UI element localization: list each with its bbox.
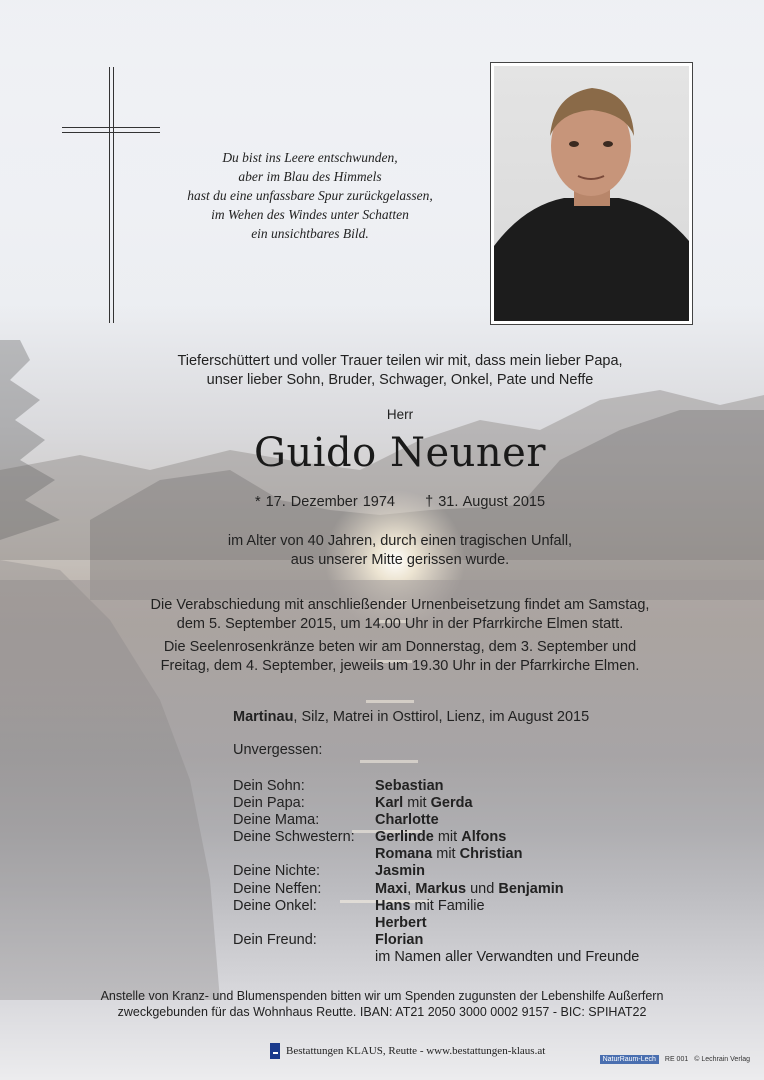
relative-names [375, 795, 473, 812]
cross-icon-horizontal [62, 127, 160, 133]
family-row [233, 949, 639, 966]
intro-line: unser lieber Sohn, Bruder, Schwager, Onkel, Pate und Neffe [206, 372, 594, 388]
relative-names [375, 829, 506, 846]
place-bold: Martinau [233, 709, 294, 725]
relative-name: Gerda [430, 795, 473, 812]
relative-name: Herbert [375, 914, 427, 931]
relation-label [233, 915, 375, 932]
name-connector: , [407, 880, 416, 897]
family-row [233, 898, 639, 915]
place-date [233, 709, 589, 725]
announcement-intro [100, 352, 700, 390]
relative-names [375, 778, 444, 795]
family-row [233, 863, 639, 880]
name-connector: mit [403, 795, 431, 812]
donation-line: Anstelle von Kranz- und Blumenspenden bitten wir um Spenden zugunsten der Lebenshilfe Außerfern [100, 989, 664, 1003]
place-rest: , Silz, Matrei in Osttirol, Lienz, im August 2015 [293, 709, 590, 725]
relation-label: Deine Nichte: [233, 863, 321, 880]
rosary-line: Freitag, dem 4. September, jeweils um 19.30 Uhr in der Pfarrkirche Elmen. [160, 658, 640, 674]
relation-label: Deine Onkel: [233, 897, 317, 914]
relative-name: Maxi [375, 880, 408, 897]
relative-names [375, 915, 427, 932]
relative-names [375, 846, 522, 863]
relation-label [233, 949, 375, 966]
relative-name: Sebastian [375, 778, 444, 794]
rosary-line: Die Seelenrosenkränze beten wir am Donnerstag, dem 3. September und [163, 639, 637, 655]
deceased-name: Guido Neuner [254, 430, 546, 476]
name-connector: und [466, 880, 499, 897]
poem [170, 148, 450, 243]
relation-label: Dein Sohn: [233, 778, 305, 794]
donation-line: zweckgebunden für das Wohnhaus Reutte. IBAN: AT21 2050 3000 0002 9157 - BIC: SPIHAT22 [117, 1005, 647, 1019]
farewell-line: dem 5. September 2015, um 14.00 Uhr in der Pfarrkirche Elmen statt. [176, 616, 624, 632]
relative-name: Christian [459, 846, 523, 863]
age-text [150, 532, 650, 570]
name-connector: im Namen aller Verwandten und Freunde [375, 948, 640, 965]
relative-name: Florian [375, 931, 424, 948]
poem-line: aber im Blau des Himmels [238, 169, 382, 184]
imprint-tag: NaturRaum-Lech [600, 1055, 659, 1064]
imprint [600, 1055, 750, 1064]
relative-names [375, 881, 564, 898]
relative-name: Hans [375, 897, 411, 914]
relation-label: Deine Schwestern: [233, 829, 355, 846]
relative-name: Gerlinde [375, 829, 434, 846]
life-dates [200, 494, 600, 510]
relative-names [375, 898, 485, 915]
family-row [233, 795, 639, 812]
relative-names [375, 863, 425, 880]
birth-date: * 17. Dezember 1974 [254, 494, 395, 510]
relation-label [233, 846, 375, 863]
relative-name: Charlotte [375, 812, 439, 829]
salutation: Herr [386, 407, 414, 422]
family-row [233, 812, 639, 829]
portrait-photo [494, 66, 689, 321]
farewell-text [100, 596, 700, 634]
poem-line: hast du eine unfassbare Spur zurückgelassen, [187, 188, 433, 203]
death-date: † 31. August 2015 [425, 494, 546, 510]
poem-line: Du bist ins Leere entschwunden, [222, 150, 398, 165]
relative-name: Karl [375, 795, 404, 812]
name-connector: mit Familie [410, 897, 485, 914]
relative-names [375, 812, 439, 829]
intro-line: Tieferschüttert und voller Trauer teilen wir mit, dass mein lieber Papa, [177, 353, 623, 369]
family-list [233, 778, 639, 966]
imprint-code: RE 001 [664, 1056, 689, 1063]
family-row [233, 932, 639, 949]
name-connector: mit [432, 846, 460, 863]
relative-name: Jasmin [375, 863, 425, 880]
family-row [233, 778, 639, 795]
farewell-line: Die Verabschiedung mit anschließender Urnenbeisetzung findet am Samstag, [150, 597, 650, 613]
family-row [233, 846, 639, 863]
relative-name: Romana [375, 846, 433, 863]
imprint-publisher: © Lechrain Verlag [694, 1056, 750, 1063]
age-line: aus unserer Mitte gerissen wurde. [290, 552, 510, 568]
relative-names [375, 949, 639, 966]
relation-label: Dein Freund: [233, 931, 317, 948]
name-connector: mit [433, 829, 462, 846]
funeral-home-logo-icon [270, 1043, 280, 1059]
donation-note [60, 988, 704, 1020]
poem-line: im Wehen des Windes unter Schatten [211, 207, 409, 222]
rosary-text [100, 638, 700, 676]
family-row [233, 829, 639, 846]
relation-label: Deine Mama: [233, 812, 320, 829]
relation-label: Dein Papa: [233, 795, 305, 812]
relative-names [375, 932, 423, 949]
footer-text: Bestattungen KLAUS, Reutte - www.bestattungen-klaus.at [286, 1045, 546, 1057]
portrait-frame [490, 62, 693, 325]
poem-line: ein unsichtbares Bild. [251, 226, 369, 241]
unvergessen-label: Unvergessen: [233, 742, 323, 758]
family-row [233, 881, 639, 898]
footer [270, 1043, 545, 1059]
portrait-silhouette [494, 66, 689, 321]
age-line: im Alter von 40 Jahren, durch einen tragischen Unfall, [227, 533, 573, 549]
cross-icon-vertical [109, 67, 114, 323]
relative-name: Markus [415, 880, 467, 897]
relation-label: Deine Neffen: [233, 880, 322, 897]
relative-name: Alfons [461, 829, 507, 846]
relative-name: Benjamin [498, 880, 564, 897]
family-row [233, 915, 639, 932]
